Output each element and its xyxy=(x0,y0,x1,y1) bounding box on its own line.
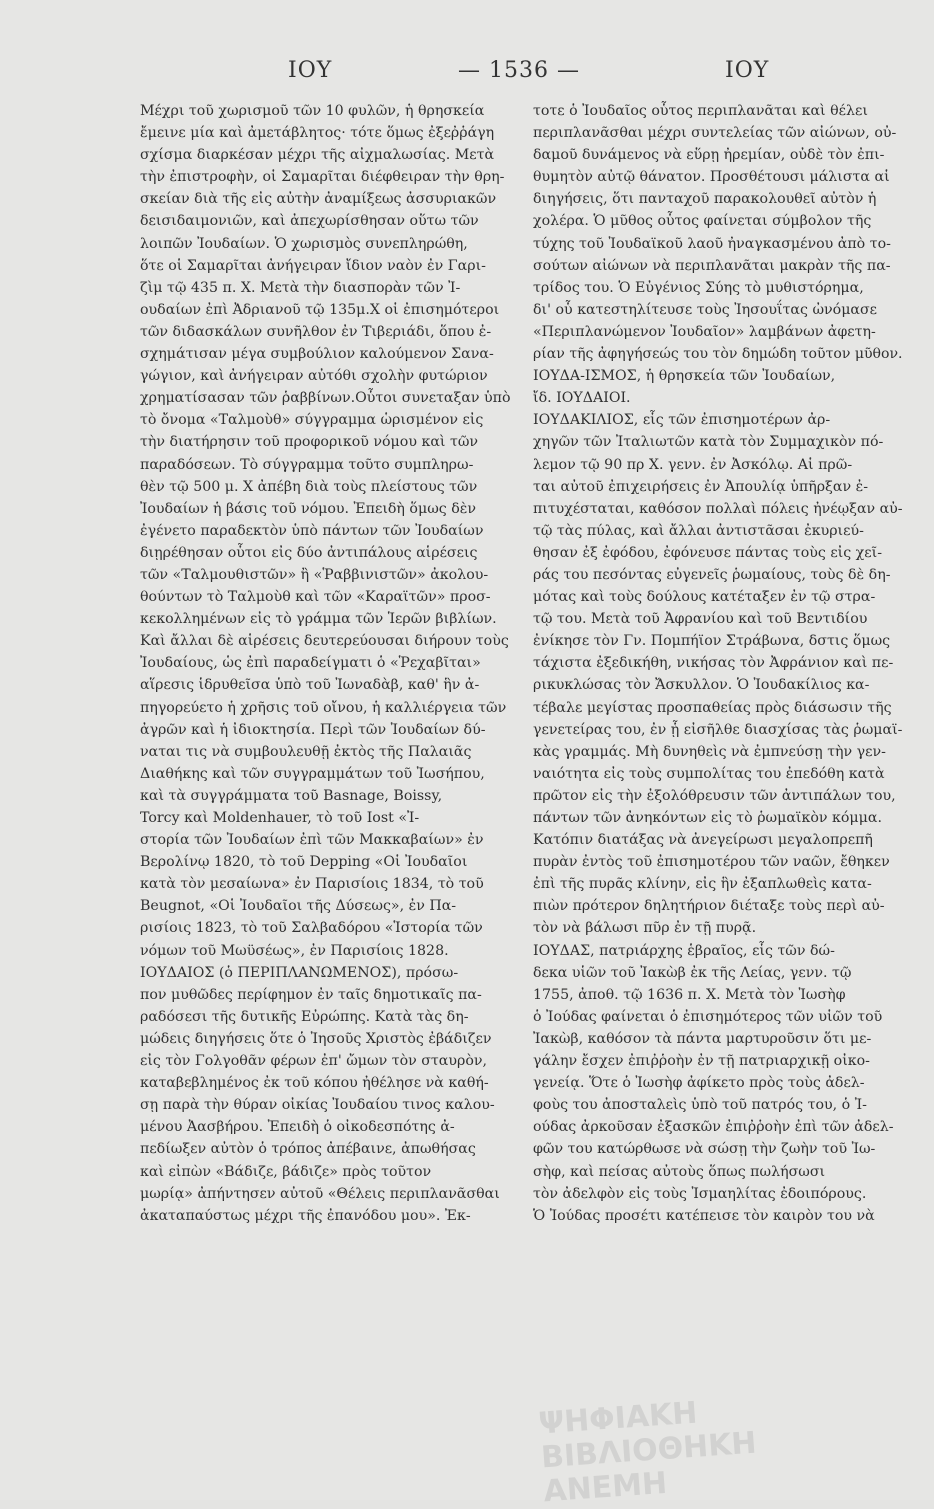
text-line: ἐγένετο παραδεκτὸν ὑπὸ πάντων τῶν Ἰουδαίων xyxy=(140,522,484,539)
text-line: πυρὰν ἐντὸς τοῦ ἐπισημοτέρου τῶν ναῶν, ἔθηκεν xyxy=(533,854,890,871)
text-line: κὰς γραμμάς. Μὴ δυνηθεὶς νὰ ἐμπνεύσῃ τὴν γεν- xyxy=(533,743,886,760)
text-line: διῃρέθησαν οὗτοι εἰς δύο ἀντιπάλους αἱρέσεις xyxy=(140,544,478,561)
text-line: σκείαν διὰ τῆς εἰς αὐτὴν ἀναμίξεως ἀσσυριακῶν xyxy=(140,191,497,208)
text-line: τὸ ὄνομα «Ταλμοὺθ» σύγγραμμα ὡρισμένον εἰς xyxy=(140,412,484,429)
watermark-line-1: ΨΗΦΙΑΚΗ ΒΙΒΛΙΟΘΗΚΗ xyxy=(537,1395,758,1476)
text-line: μότας καὶ τοὺς δούλους κατέταξεν ἐν τῷ στρα- xyxy=(533,589,876,606)
text-line: Ἰακὼβ, καθόσον τὰ πάντα μαρτυροῦσιν ὅτι με- xyxy=(533,1030,872,1047)
text-line: γενετείρας του, ἐν ᾗ εἰσῆλθε διασχίσας τὰς ῥωμαϊ- xyxy=(533,721,903,738)
text-line: ἐπὶ τῆς πυρᾶς κλίνην, εἰς ἣν ἐξαπλωθεὶς κατα- xyxy=(533,876,872,893)
text-line: κατὰ τὸν μεσαίωνα» ἐν Παρισίοις 1834, τὸ τοῦ xyxy=(140,876,484,893)
text-line: σχημάτισαν μέγα συμβούλιον καλούμενον Σανα- xyxy=(140,346,494,363)
text-line: σὴφ, καὶ πείσας αὐτοὺς ὅπως πωλήσωσι xyxy=(533,1163,826,1180)
text-line: σχίσμα διαρκέσαν μέχρι τῆς αἰχμαλωσίας. Μετὰ xyxy=(140,147,495,164)
text-line: καὶ εἰπὼν «Βάδιζε, βάδιζε» πρὸς τοῦτον xyxy=(140,1163,432,1180)
text-line: ρισίοις 1823, τὸ τοῦ Σαλβαδόρου «Ἱστορία τῶν xyxy=(140,920,483,937)
text-line: ΙΟΥΔΑΚΙΛΙΟΣ, εἷς τῶν ἐπισημοτέρων ἀρ- xyxy=(533,412,831,429)
right-text-column xyxy=(533,100,903,1227)
header-right-keyword: ΙΟΥ xyxy=(725,58,770,83)
text-line: τρίδος του. Ὁ Εὐγένιος Σύης τὸ μυθιστόρημα, xyxy=(533,279,864,296)
page-number: — 1536 — xyxy=(458,58,580,83)
text-line: Διαθήκης καὶ τῶν συγγραμμάτων τοῦ Ἰωσήπου, xyxy=(140,765,485,782)
text-line: ούδας ἀρκοῦσαν ἐξασκῶν ἐπιῤῥοὴν ἐπὶ τῶν ἀδελ- xyxy=(533,1119,894,1136)
text-line: ἀκαταπαύστως μέχρι τῆς ἐπανόδου μου». Ἐκ- xyxy=(140,1207,471,1224)
text-line: ουδαίων ἐπὶ Ἀδριανοῦ τῷ 135μ.Χ οἱ ἐπισημότεροι xyxy=(140,301,500,318)
text-line: τὸν νὰ βάλωσι πῦρ ἐν τῇ πυρᾷ. xyxy=(533,920,757,937)
text-line: καταβεβλημένος ἐκ τοῦ κόπου ἠθέλησε νὰ καθή- xyxy=(140,1075,489,1092)
text-line: τύχης τοῦ Ἰουδαϊκοῦ λαοῦ ἠναγκασμένου ἀπὸ το- xyxy=(533,235,891,252)
text-line: Torcy καὶ Moldenhauer, τὸ τοῦ Iost «Ἰ- xyxy=(140,810,420,826)
text-line: τὴν διατήρησιν τοῦ προφορικοῦ νόμου καὶ τῶν xyxy=(140,434,479,451)
text-line: λεμον τῷ 90 πρ Χ. γενν. ἐν Ἀσκόλῳ. Αἱ πρῶ- xyxy=(533,456,853,473)
text-line: θὲν τῷ 500 μ. Χ ἀπέβη διὰ τοὺς πλείστους τῶν xyxy=(140,478,478,495)
text-line: δεισιδαιμονιῶν, καὶ ἀπεχωρίσθησαν οὕτω τῶν xyxy=(140,213,479,230)
text-line: γάλην ἔσχεν ἐπιῤῥοὴν ἐν τῇ πατριαρχικῇ οἰκο- xyxy=(533,1053,870,1070)
text-line: ΙΟΥΔΑΣ, πατριάρχης ἑβραῖος, εἷς τῶν δώ- xyxy=(533,942,835,959)
text-line: τῶν διδασκάλων συνῆλθον ἐν Τιβεριάδι, ὅπου ἐ- xyxy=(140,323,492,340)
text-line: περιπλανᾶσθαι μέχρι συντελείας τῶν αἰώνων, οὐ- xyxy=(533,125,897,142)
text-line: κεκολλημένων εἰς τὸ γράμμα τῶν Ἱερῶν βιβλίων. xyxy=(140,611,497,628)
text-line: ἀγρῶν καὶ ἡ ἰδιοκτησία. Περὶ τῶν Ἰουδαίων δύ- xyxy=(140,721,486,738)
library-watermark xyxy=(537,1383,903,1509)
text-line: λοιπῶν Ἰουδαίων. Ὁ χωρισμὸς συνεπληρώθη, xyxy=(140,235,468,252)
text-line: Beugnot, «Οἱ Ἰουδαῖοι τῆς Δύσεως», ἐν Πα- xyxy=(140,898,457,915)
text-line: μένου Ἀασβήρου. Ἐπειδὴ ὁ οἰκοδεσπότης ἀ- xyxy=(140,1119,455,1136)
text-line: ρίαν τῆς ἀφηγήσεώς του τὸν δημώδη τοῦτον μῦθον. xyxy=(533,346,903,363)
text-line: ἴδ. ΙΟΥΔΑΙΟΙ. xyxy=(533,390,631,407)
text-line: τῷ του. Μετὰ τοῦ Ἀφρανίου καὶ τοῦ Βεντιδίου xyxy=(533,611,868,628)
text-line: τὸν ἀδελφὸν εἰς τοὺς Ἰσμαηλίτας ἐδοιπόρους. xyxy=(533,1185,867,1202)
text-line: 1755, ἀποθ. τῷ 1636 π. Χ. Μετὰ τὸν Ἰωσὴφ xyxy=(533,986,846,1003)
text-line: ναιότητα εἰς τοὺς συμπολίτας του ἐπεδόθη κατὰ xyxy=(533,765,885,782)
text-line: ὁ Ἰούδας φαίνεται ὁ ἐπισημότερος τῶν υἱῶν τοῦ xyxy=(533,1008,883,1025)
text-line: ζὶμ τῷ 435 π. Χ. Μετὰ τὴν διασπορὰν τῶν Ἰ- xyxy=(140,279,461,296)
text-line: δαμοῦ δυνάμενος νὰ εὕρῃ ἠρεμίαν, οὐδὲ τὸν ἐπι- xyxy=(533,147,885,164)
text-line: τάχιστα ἐξεδικήθη, νικήσας τὸν Ἀφράνιον καὶ πε- xyxy=(533,655,894,672)
text-line: δεκα υἱῶν τοῦ Ἰακὼβ ἐκ τῆς Λείας, γενν. τῷ xyxy=(533,964,852,981)
text-line: Ἰουδαίους, ὡς ἐπὶ παραδείγματι ὁ «Ῥεχαβῖται» xyxy=(140,655,481,672)
text-line: καὶ τὰ συγγράμματα τοῦ Basnage, Boissy, xyxy=(140,787,443,804)
text-line: χολέρα. Ὁ μῦθος οὗτος φαίνεται σύμβολον τῆς xyxy=(533,213,872,230)
running-header xyxy=(140,58,810,94)
text-line: σῃ παρὰ τὴν θύραν οἰκίας Ἰουδαίου τινος καλου- xyxy=(140,1097,495,1114)
text-line: μώδεις διηγήσεις ὅτε ὁ Ἰησοῦς Χριστὸς ἐβάδιζεν xyxy=(140,1030,492,1047)
text-line: τέβαλε μεγίστας προσπαθείας πρὸς διάσωσιν τῆς xyxy=(533,699,892,716)
text-line: φοὺς του ἀποσταλεὶς ὑπὸ τοῦ πατρός του, ὁ Ἰ- xyxy=(533,1097,867,1114)
text-line: πηγορεύετο ἡ χρῆσις τοῦ οἴνου, ἡ καλλιέργεια τῶν xyxy=(140,699,507,716)
text-line: πιὼν πρότερον δηλητήριον διέταξε τοὺς περὶ αὐ- xyxy=(533,898,885,915)
text-line: Μέχρι τοῦ χωρισμοῦ τῶν 10 φυλῶν, ἡ θρησκεία xyxy=(140,103,485,119)
text-line: δι' οὗ κατεστηλίτευσε τοὺς Ἰησουΐτας ὠνόμασε xyxy=(533,301,878,318)
text-line: γώγιον, καὶ ἀνήγειραν αὐτόθι σχολὴν φυτώριον xyxy=(140,368,488,385)
text-line: ναται τις νὰ συμβουλευθῇ ἐκτὸς τῆς Παλαιᾶς xyxy=(140,743,472,760)
text-line: τῷ τὰς πύλας, καὶ ἄλλαι ἀντιστᾶσαι ἐκυριεύ- xyxy=(533,522,864,539)
text-line: τῶν «Ταλμουθιστῶν» ἢ «Ῥαββινιστῶν» ἀκολου- xyxy=(140,566,489,583)
text-line: «Περιπλανώμενον Ἰουδαῖον» λαμβάνων ἀφετη- xyxy=(533,323,876,340)
text-line: ρικυκλώσας τὸν Ἄσκυλλον. Ὁ Ἰουδακίλιος κα- xyxy=(533,677,870,694)
text-line: αἵρεσις ἱδρυθεῖσα ὑπὸ τοῦ Ἰωναδὰβ, καθ' ἣν ἀ- xyxy=(140,677,480,694)
text-line: ἔμεινε μία καὶ ἀμετάβλητος· τότε ὅμως ἐξεῤῥάγη xyxy=(140,125,495,142)
text-line: ραδόσεσι τῆς δυτικῆς Εὐρώπης. Κατὰ τὰς δη- xyxy=(140,1008,469,1025)
text-line: θυμητὸν αὐτῷ θάνατον. Προσθέτουσι μάλιστα αἱ xyxy=(533,169,890,186)
text-line: φῶν του κατώρθωσε νὰ σώσῃ τὴν ζωὴν τοῦ Ἰω- xyxy=(533,1141,876,1158)
text-line: πάντων τῶν ἀνηκόντων εἰς τὸ ῥωμαϊκὸν κόμμα. xyxy=(533,810,882,826)
text-line: ράς του πεσόντας εὐγενεῖς ῥωμαίους, τοὺς δὲ δη- xyxy=(533,566,891,583)
text-line: ὅτε οἱ Σαμαρῖται ἀνήγειραν ἴδιον ναὸν ἐν Γαρι- xyxy=(140,257,486,274)
text-line: νόμων τοῦ Μωϋσέως», ἐν Παρισίοις 1828. xyxy=(140,942,449,959)
text-line: χρηματίσασαν τῶν ῥαββίνων.Οὗτοι συνεταξαν ὑπὸ xyxy=(140,390,511,407)
text-line: γενείᾳ. Ὅτε ὁ Ἰωσὴφ ἀφίκετο πρὸς τοὺς ἀδελ- xyxy=(533,1075,865,1092)
text-line: μωρίᾳ» ἀπήντησεν αὐτοῦ «Θέλεις περιπλανᾶσθαι xyxy=(140,1185,500,1202)
text-line: ΙΟΥΔΑ-ΙΣΜΟΣ, ἡ θρησκεία τῶν Ἰουδαίων, xyxy=(533,368,836,385)
text-line: σούτων αἰώνων νὰ περιπλανᾶται μακρὰν τῆς πα- xyxy=(533,257,891,274)
text-line: πον μυθῶδες περίφημον ἐν ταῖς δημοτικαῖς πα- xyxy=(140,986,482,1003)
left-text-column xyxy=(140,100,518,1227)
text-line: Ὁ Ἰούδας προσέτι κατέπεισε τὸν καιρὸν του νὰ xyxy=(533,1207,875,1224)
text-line: θησαν ἐξ ἐφόδου, ἐφόνευσε πάντας τοὺς εἰς χεῖ- xyxy=(533,544,882,561)
text-line: πιτυχέσταται, καθόσον πολλαὶ πόλεις ἠνέῳξαν αὐ- xyxy=(533,500,903,517)
text-line: ἐνίκησε τὸν Γν. Πομπήϊον Στράβωνα, δστις ὅμως xyxy=(533,633,891,650)
text-line: θούντων τὸ Ταλμοὺθ καὶ τῶν «Καραϊτῶν» προσ- xyxy=(140,589,491,606)
text-line: εἰς τὸν Γολγοθᾶν φέρων ἐπ' ὤμων τὸν σταυρὸν, xyxy=(140,1053,487,1070)
text-line: στορία τῶν Ἰουδαίων ἐπὶ τῶν Μακκαβαίων» ἐν xyxy=(140,832,484,849)
text-line: παραδόσεων. Τὸ σύγγραμμα τοῦτο συμπληρω- xyxy=(140,456,474,473)
text-line: Κατόπιν διατάξας νὰ ἀνεγείρωσι μεγαλοπρεπῆ xyxy=(533,832,873,849)
text-line: πρῶτον εἰς τὴν ἐξολόθρευσιν τῶν ἀντιπάλων του, xyxy=(533,787,896,804)
text-line: Βερολίνῳ 1820, τὸ τοῦ Depping «Οἱ Ἰουδαῖοι xyxy=(140,854,468,871)
text-line: ται αὐτοῦ ἐπιχειρήσεις ἐν Ἀπουλίᾳ ὑπῆρξαν ἐ- xyxy=(533,478,868,495)
text-line: πεδίωξεν αὐτὸν ὁ τρόπος ἀπέβαινε, ἀπωθήσας xyxy=(140,1141,476,1158)
header-left-keyword: ΙΟΥ xyxy=(288,58,333,83)
watermark-line-2: ΑΝΕΜΗ xyxy=(542,1465,669,1509)
text-line: χηγῶν τῶν Ἰταλιωτῶν κατὰ τὸν Συμμαχικὸν πό- xyxy=(533,434,884,451)
text-line: Καὶ ἄλλαι δὲ αἱρέσεις δευτερεύουσαι διήρουν τοὺς xyxy=(140,633,509,650)
text-line: τὴν ἐπιστροφὴν, οἱ Σαμαρῖται διέφθειραν τὴν θρη- xyxy=(140,169,505,186)
text-line: ΙΟΥΔΑΙΟΣ (ὁ ΠΕΡΙΠΛΑΝΩΜΕΝΟΣ), πρόσω- xyxy=(140,964,459,981)
text-line: τοτε ὁ Ἰουδαῖος οὗτος περιπλανᾶται καὶ θέλει xyxy=(533,103,868,119)
text-line: Ἰουδαίων ἡ βάσις τοῦ νόμου. Ἐπειδὴ ὅμως δὲν xyxy=(140,500,476,517)
text-line: διηγήσεις, ὅτι πανταχοῦ παρακολουθεῖ αὐτὸν ἡ xyxy=(533,191,877,208)
